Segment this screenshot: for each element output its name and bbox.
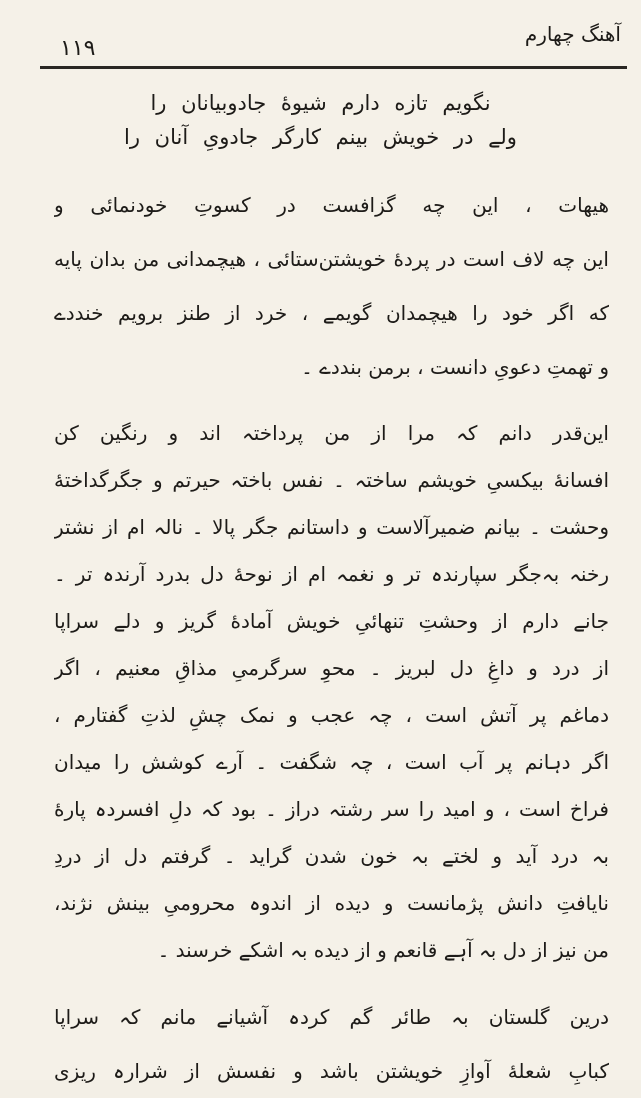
prose-body: [54, 178, 609, 1098]
text-line: و تهمتِ دعویِ دانست ، برمن بنددے ۔: [301, 355, 609, 379]
paragraph: [54, 178, 609, 394]
text-line: بہ درد آید و لختے بہ خون شدن گراید ۔ گرفتم دل از دردِ: [54, 844, 609, 868]
text-line: دماغم پر آتش است ، چہ عجب و نمک چشِ لذتِ گفتارم ،: [54, 703, 609, 727]
text-line: من نیز از دل بہ آہے قانعم و از دیده بہ اشکے خرسند ۔: [157, 938, 609, 962]
text-line: نایافتِ دانش پژمانست و دیده از اندوہ محرومیِ بینش نژند،: [54, 891, 609, 915]
page-number: ۱۱۹: [60, 36, 96, 61]
text-line: رخنہ بہ‌جگر سپارندہ تر و نغمہ ام از نوحهٔ دل بدرد آرندہ تر ۔: [54, 562, 609, 586]
running-header: [40, 14, 627, 61]
verse-line: نگویم تازه دارم شیوهٔ جادوبیانان را: [150, 91, 491, 115]
text-line: از درد و داغِ دل لبریز ۔ محوِ سرگرمیِ مذاقِ معنیم ، اگر: [54, 656, 609, 680]
opening-couplet: [120, 86, 521, 154]
text-line: جانے دارم از وحشتِ تنهائیِ خویش آمادهٔ گریز و دلے سراپا: [54, 609, 609, 633]
text-line: فراخ است ، و امید را سر رشتہ دراز ۔ بود کہ دلِ افسردہ پارهٔ: [54, 797, 609, 821]
text-line: کبابِ شعلهٔ آوازِ خویشتن باشد و نفسش از شرارہ ریزی: [54, 1059, 609, 1083]
verse-line: ولے در خویش بینم کارگر جادویِ آنان را: [124, 125, 517, 149]
text-line: افسانهٔ بیکسیِ خویشم ساختہ ۔ نفس باختہ حیرتم و جگرگداختهٔ: [54, 468, 609, 492]
header-rule: [40, 66, 627, 69]
text-line: هیهات ، این چه گزافست در کسوتِ خودنمائی و: [54, 193, 609, 217]
text-line: درین گلستان بہ طائر گم کردہ آشیانے مانم کہ سراپا: [54, 1005, 609, 1029]
text-line: این‌قدر دانم کہ مرا از من پرداختہ اند و رنگین کن: [54, 421, 609, 445]
text-line: اگر دہانم پر آب است ، چہ شگفت ۔ آرے کوشش را میدان: [54, 750, 609, 774]
paragraph: [54, 990, 609, 1098]
paragraph: [54, 410, 609, 974]
text-line: این چه لاف است در پردهٔ خویشتن‌ستائی ، هیچمدانی من بدان پایه: [54, 247, 609, 271]
text-line: وحشت ۔ بیانم ضمیرآلاست و داستانم جگر پالا ۔ نالہ ام از نشتر: [54, 515, 609, 539]
text-line: که اگر خود را هیچمدان گویمے ، خرد از طنز برویم خنددے: [54, 301, 609, 325]
book-title: آهنگ چهارم: [524, 22, 621, 46]
